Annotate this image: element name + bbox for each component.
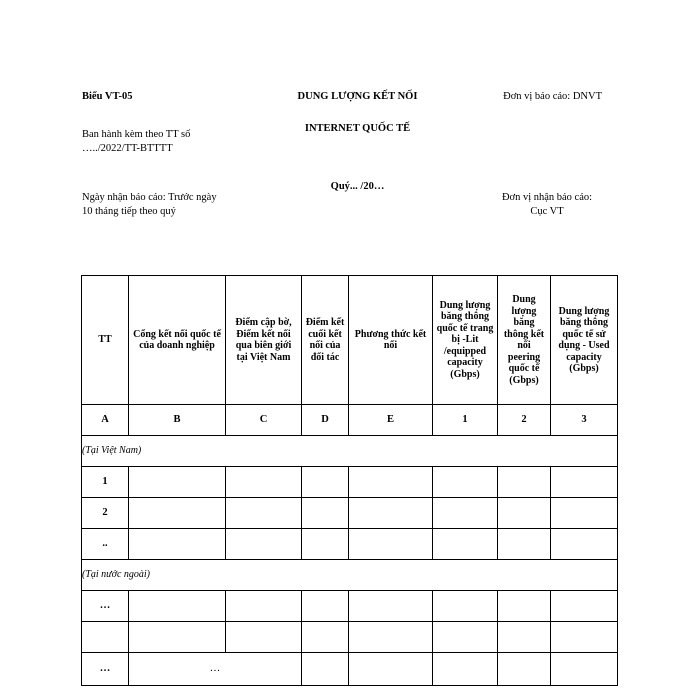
received-date-line-1: Ngày nhận báo cáo: Trước ngày	[82, 192, 217, 203]
received-date-line-2: 10 tháng tiếp theo quý	[82, 206, 176, 217]
column-header: Phương thức kết nối	[349, 276, 433, 405]
table-cell	[349, 498, 433, 529]
issued-line-2: …../2022/TT-BTTTT	[82, 143, 173, 154]
column-code: E	[349, 405, 433, 436]
section-label: (Tại nước ngoài)	[82, 560, 618, 591]
row-number: …	[82, 653, 129, 686]
column-code: C	[226, 405, 302, 436]
table-cell	[433, 622, 498, 653]
column-code: 2	[498, 405, 551, 436]
table-cell	[433, 498, 498, 529]
section-row-vietnam	[82, 436, 618, 467]
table-cell	[349, 653, 433, 686]
form-code: Biểu VT-05	[82, 91, 133, 102]
table-row	[82, 653, 618, 686]
table-cell	[498, 529, 551, 560]
column-code: A	[82, 405, 129, 436]
table-cell	[302, 498, 349, 529]
report-period: Quý... /20…	[330, 181, 385, 192]
table-cell	[302, 591, 349, 622]
table-cell-merged: …	[129, 653, 302, 686]
column-code: 1	[433, 405, 498, 436]
table-cell	[129, 529, 226, 560]
column-header: Dung lượng băng thông quốc tế sử dụng - Used capacity (Gbps)	[551, 276, 618, 405]
table-cell	[226, 467, 302, 498]
table-cell	[498, 653, 551, 686]
section-row-foreign	[82, 560, 618, 591]
table-cell	[129, 467, 226, 498]
table-row	[82, 591, 618, 622]
table-cell	[302, 622, 349, 653]
table-row	[82, 622, 618, 653]
section-label: (Tại Việt Nam)	[82, 436, 618, 467]
table-cell	[226, 498, 302, 529]
column-code: B	[129, 405, 226, 436]
table-cell	[498, 591, 551, 622]
column-header: Điểm cập bờ, Điểm kết nối qua biên giới tại Việt Nam	[226, 276, 302, 405]
receiving-unit-line-1: Đơn vị nhận báo cáo:	[501, 192, 593, 203]
table-cell	[349, 467, 433, 498]
row-number: ..	[82, 529, 129, 560]
table-cell	[302, 467, 349, 498]
connection-capacity-table	[81, 275, 618, 686]
table-cell	[129, 622, 226, 653]
table-cell	[226, 591, 302, 622]
table-cell	[551, 529, 618, 560]
table-cell	[349, 591, 433, 622]
table-cell	[226, 529, 302, 560]
row-number: 1	[82, 467, 129, 498]
reporting-unit: Đơn vị báo cáo: DNVT	[503, 91, 602, 102]
column-header: Dung lượng băng thông quốc tế trang bị -Lit /equipped capacity (Gbps)	[433, 276, 498, 405]
table-row	[82, 529, 618, 560]
table-cell	[433, 467, 498, 498]
table-cell	[433, 529, 498, 560]
table-cell	[498, 467, 551, 498]
table-cell	[498, 498, 551, 529]
column-header: Cổng kết nối quốc tế của doanh nghiệp	[129, 276, 226, 405]
table-cell	[551, 653, 618, 686]
table-cell	[302, 653, 349, 686]
table-row	[82, 498, 618, 529]
row-number: …	[82, 591, 129, 622]
table-cell	[433, 591, 498, 622]
column-code: D	[302, 405, 349, 436]
table-cell	[129, 591, 226, 622]
column-code-row	[82, 405, 618, 436]
issued-line-1: Ban hành kèm theo TT số	[82, 129, 191, 140]
title-line-1: DUNG LƯỢNG KẾT NỐI	[297, 91, 418, 102]
header-row	[82, 276, 618, 405]
column-code: 3	[551, 405, 618, 436]
column-header: TT	[82, 276, 129, 405]
column-header: Điểm kết cuối kết nối của đối tác	[302, 276, 349, 405]
table-cell	[349, 529, 433, 560]
row-number: 2	[82, 498, 129, 529]
column-header: Dung lượng băng thông kết nối peering quốc tế (Gbps)	[498, 276, 551, 405]
table-cell	[551, 622, 618, 653]
table-cell	[129, 498, 226, 529]
table-cell	[551, 498, 618, 529]
table-cell	[302, 529, 349, 560]
table-cell	[551, 591, 618, 622]
row-number	[82, 622, 129, 653]
receiving-unit-line-2: Cục VT	[530, 206, 564, 217]
title-line-2: INTERNET QUỐC TẾ	[304, 123, 411, 134]
table-cell	[551, 467, 618, 498]
table-cell	[349, 622, 433, 653]
table-cell	[226, 622, 302, 653]
table-row	[82, 467, 618, 498]
table-cell	[498, 622, 551, 653]
table-cell	[433, 653, 498, 686]
